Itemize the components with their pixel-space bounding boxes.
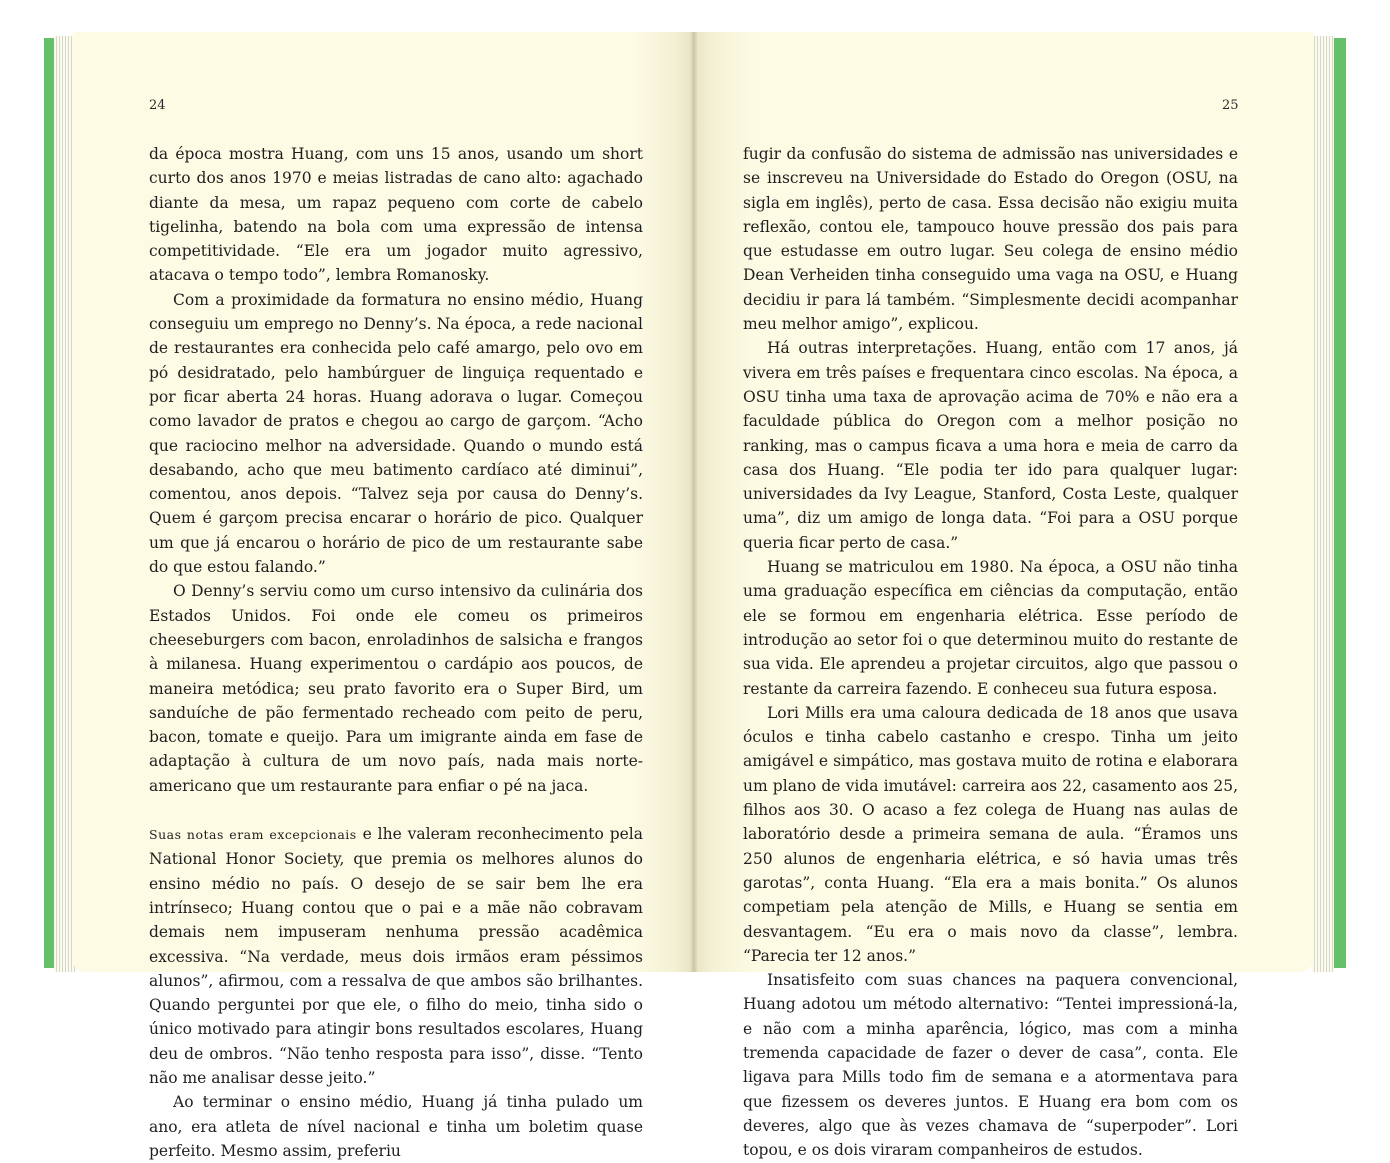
paragraph: Ao terminar o ensino médio, Huang já tinha pulado um ano, era atleta de nível nacional e tinha um boletim quase perfeito. Mesmo assim, preferiu: [149, 1093, 643, 1160]
paragraph: Insatisfeito com suas chances na paquera convencional, Huang adotou um método alternativo: “Tentei impressioná-la, e não com a minha aparência, lógico, mas com a minha tremenda capacidade de fazer o dever de casa”, conta. Ele ligava para Mills todo fim de semana e a atormentava para que fizessem os deveres juntos. E Huang era bom com os deveres, algo que às vezes chamava de “superpoder”. Lori topou, e os dois viraram companheiros de estudos.: [743, 971, 1238, 1160]
section-lead-smallcaps: Suas notas eram excepcionais: [149, 827, 357, 843]
book-cover-edge-right: [1334, 38, 1346, 968]
paragraph: fugir da confusão do sistema de admissão nas universidades e se inscreveu na Universidade do Estado do Oregon (OSU, na sigla em inglês), perto de casa. Essa decisão não exigiu muita reflexão, contou ele, tampouco houve pressão dos pais para que estudasse em outro lugar. Seu colega de ensino médio Dean Verheiden tinha conseguido uma vaga na OSU, e Huang decidiu ir para lá também. “Simplesmente decidi acompanhar meu melhor amigo”, explicou.: [743, 145, 1238, 334]
page-number: 24: [149, 98, 166, 113]
left-page: [72, 32, 694, 1160]
paragraph: O Denny’s serviu como um curso intensivo da culinária dos Estados Unidos. Foi onde ele comeu os primeiros cheeseburgers com bacon, enroladinhos de salsicha e frangos à milanesa. Huang experimentou o cardápio aos poucos, de maneira metódica; seu prato favorito era o Super Bird, um sanduíche de pão fermentado recheado com peito de peru, bacon, tomate e queijo. Para um imigrante ainda em fase de adaptação à cultura de um novo país, nada mais norte-americano que um restaurante para enfiar o pé na jaca.: [149, 582, 643, 795]
paragraph: Há outras interpretações. Huang, então com 17 anos, já vivera em três países e frequentara cinco escolas. Na época, a OSU tinha uma taxa de aprovação acima de 70% e não era a faculdade pública do Oregon com a melhor posição no ranking, mas o campus ficava a uma hora e meia de carro da casa dos Huang. “Ele podia ter ido para qualquer lugar: universidades da Ivy League, Stanford, Costa Leste, qualquer uma”, diz um amigo de longa data. “Foi para a OSU porque queria ficar perto de casa.”: [743, 339, 1238, 552]
section-lead-rest: e lhe valeram reconhecimento pela National Honor Society, que premia os melhores alunos do ensino médio no país. O desejo de se sair bem lhe era intrínseco; Huang contou que o pai e a mãe não cobravam demais nem impuseram nenhuma pressão acadêmica excessiva. “Na verdade, meus dois irmãos eram péssimos alunos”, afirmou, com a ressalva de que ambos são brilhantes. Quando perguntei por que ele, o filho do meio, tinha sido o único motivado para atingir bons resultados escolares, Huang deu de ombros. “Não tenho resposta para isso”, disse. “Tento não me analisar desse jeito.”: [149, 825, 643, 1087]
page-body: [743, 142, 1238, 1162]
page-number: 25: [1222, 98, 1239, 113]
page-body: [149, 142, 643, 1163]
page-stack-right: [1312, 36, 1334, 972]
paragraph: Com a proximidade da formatura no ensino médio, Huang conseguiu um emprego no Denny’s. Na época, a rede nacional de restaurantes era conhecida pelo café amargo, pelo ovo em pó desidratado, pelo hambúrguer de linguiça requentado e por ficar aberta 24 horas. Huang adorava o lugar. Começou como lavador de pratos e chegou ao cargo de garçom. “Acho que raciocino melhor na adversidade. Quando o mundo está desabando, acho que meu batimento cardíaco até diminui”, comentou, anos depois. “Talvez seja por causa do Denny’s. Quem é garçom precisa encarar o horário de pico. Qualquer um que já encarou o horário de pico de um restaurante sabe do que estou falando.”: [149, 290, 643, 577]
paragraph: da época mostra Huang, com uns 15 anos, usando um short curto dos anos 1970 e meias listradas de cano alto: agachado diante da mesa, um rapaz pequeno com corte de cabelo tigelinha, batendo na bola com uma expressão de intensa competitividade. “Ele era um jogador muito agressivo, atacava o tempo todo”, lembra Romanosky.: [149, 145, 643, 285]
right-page: [694, 32, 1314, 1160]
paragraph: Lori Mills era uma caloura dedicada de 18 anos que usava óculos e tinha cabelo castanho e crespo. Tinha um jeito amigável e simpático, mas gostava muito de rotina e elaborara um plano de vida imutável: carreira aos 22, casamento aos 25, filhos aos 30. O acaso a fez colega de Huang nas aulas de laboratório desde a primeira semana de aula. “Éramos uns 250 alunos de engenharia elétrica, e só havia umas três garotas”, conta Huang. “Ela era a mais bonita.” Os alunos competiam pela atenção de Mills, e Huang se sentia em desvantagem. “Eu era o mais novo da classe”, lembra. “Parecia ter 12 anos.”: [743, 703, 1238, 965]
paragraph: Huang se matriculou em 1980. Na época, a OSU não tinha uma graduação específica em ciências da computação, então ele se formou em engenharia elétrica. Esse período de introdução ao setor foi o que determinou muito do restante de sua vida. Ele aprendeu a projetar circuitos, algo que passou o restante da carreira fazendo. E conheceu sua futura esposa.: [743, 558, 1238, 698]
section-opening-paragraph: [149, 822, 643, 1090]
book-gutter: [690, 32, 698, 972]
